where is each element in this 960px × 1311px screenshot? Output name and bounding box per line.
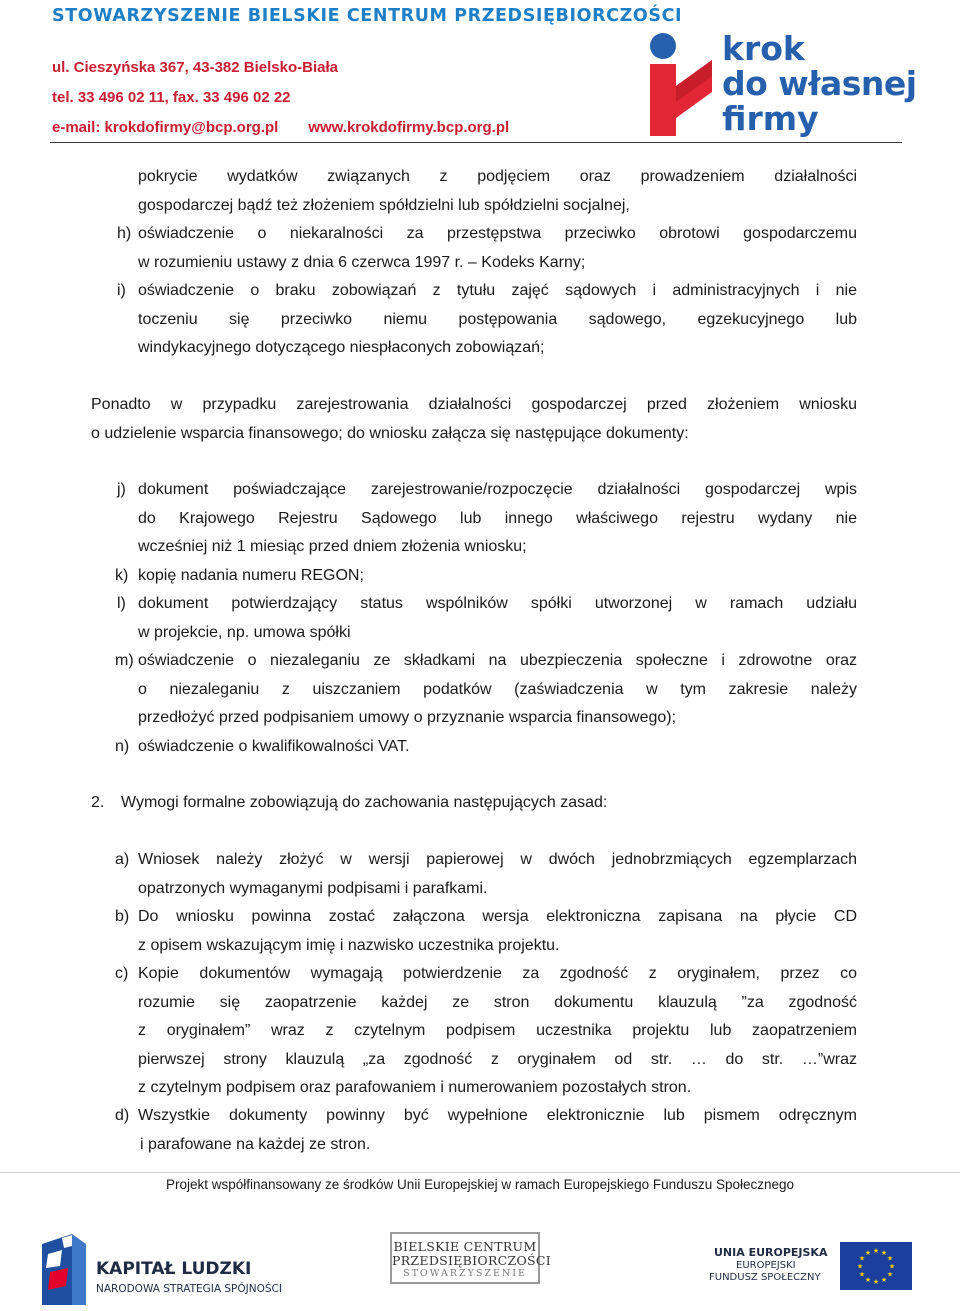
rule-c-line-3: z oryginałem” wraz z czytelnym podpisem uczestnika projektu lub zaopatrzeniem — [138, 1022, 857, 1039]
eu-logo — [706, 1240, 946, 1290]
item-h-line-1: oświadczenie o niekaralności za przestępstwa przeciwko obrotowi gospodarczemu — [138, 225, 857, 242]
item-l-line-2: w projekcie, np. umowa spółki — [138, 624, 351, 641]
rule-a-line-2: opatrzonych wymaganymi podpisami i parafkami. — [138, 880, 488, 897]
rule-b-line-2: z opisem wskazującym imię i nazwisko uczestnika projektu. — [138, 937, 560, 954]
svg-text:★: ★ — [886, 1254, 894, 1263]
eu-flag-icon — [840, 1242, 912, 1290]
rule-b-line-1: Do wniosku powinna zostać załączona wersja elektroniczna zapisana na płycie CD — [138, 908, 857, 925]
intro-line-2: o udzielenie wsparcia finansowego; do wniosku załącza się następujące dokumenty: — [91, 425, 689, 442]
item-h-marker: h) — [117, 225, 132, 242]
item-l-line-1: dokument potwierdzający status wspólników spółki utworzonej w ramach udziału — [138, 595, 857, 612]
kapital-ludzki-subtitle: NARODOWA STRATEGIA SPÓJNOŚCI — [96, 1283, 282, 1295]
contact-line — [52, 119, 509, 136]
kapital-ludzki-logo — [38, 1232, 282, 1307]
address: ul. Cieszyńska 367, 43-382 Bielsko-Biała — [52, 59, 338, 76]
rule-c-line-1: Kopie dokumentów wymagają potwierdzenie za zgodność z oryginałem, przez co — [138, 965, 857, 982]
rule-a-line-1: Wniosek należy złożyć w wersji papierowej w dwóch jednobrzmiących egzemplarzach — [138, 851, 857, 868]
person-i-logo-icon — [646, 26, 718, 138]
item-n-line-1: oświadczenie o kwalifikowalności VAT. — [138, 738, 410, 755]
letterhead — [0, 0, 960, 148]
item-i-line-1: oświadczenie o braku zobowiązań z tytułu zajęć sądowych i administracyjnych i nie — [138, 282, 857, 299]
bcp-logo-line-2: PRZEDSIĘBIORCZOŚCI — [392, 1253, 552, 1268]
header-divider — [50, 142, 902, 143]
rule-d-line-2: i parafowane na każdej ze stron. — [140, 1136, 371, 1153]
rule-c-line-4: pierwszej strony klauzulą „za zgodność z oryginałem od str. … do str. …”wraz — [138, 1051, 857, 1068]
logo-text-krok: krok — [722, 29, 805, 68]
kapital-ludzki-title: KAPITAŁ LUDZKI — [96, 1259, 252, 1279]
svg-text:★: ★ — [880, 1249, 888, 1257]
svg-text:★: ★ — [858, 1270, 866, 1279]
logo-text-firmy: firmy — [722, 99, 819, 138]
item-j-marker: j) — [117, 481, 126, 498]
item-m-marker: m) — [115, 652, 134, 669]
website-link[interactable]: www.krokdofirmy.bcp.org.pl — [308, 119, 510, 136]
rule-c-line-2: rozumie się zaopatrzenie każdej ze stron dokumentu klauzulą ”za zgodność — [138, 994, 857, 1011]
item-k-marker: k) — [115, 567, 129, 584]
svg-text:★: ★ — [872, 1247, 880, 1255]
svg-text:★: ★ — [864, 1249, 872, 1257]
kapital-ludzki-emblem-icon — [38, 1232, 94, 1307]
section-2-marker: 2. — [91, 794, 105, 811]
svg-text:★: ★ — [858, 1254, 866, 1263]
bcp-logo-line-1: BIELSKIE CENTRUM — [393, 1239, 537, 1254]
item-i-line-2: toczeniu się przeciwko niemu postępowania sądowego, egzekucyjnego lub — [138, 311, 857, 328]
svg-text:★: ★ — [886, 1270, 894, 1279]
krok-logo — [646, 26, 917, 141]
section-2-title: Wymogi formalne zobowiązują do zachowania następujących zasad: — [121, 794, 608, 811]
svg-text:★: ★ — [856, 1262, 864, 1271]
cofinancing-note: Projekt współfinansowany ze środków Unii Europejskiej w ramach Europejskiego Funduszu Społecznego — [165, 1177, 795, 1192]
rule-c-line-5: z czytelnym podpisem oraz parafowaniem i numerowaniem pozostałych stron. — [138, 1079, 692, 1096]
organization-name: STOWARZYSZENIE BIELSKIE CENTRUM PRZEDSIĘBIORCZOŚCI — [52, 6, 683, 26]
rule-d-marker: d) — [115, 1107, 130, 1124]
footer-divider — [0, 1172, 960, 1173]
item-l-marker: l) — [117, 595, 126, 612]
eu-logo-line-3: FUNDUSZ SPOŁECZNY — [709, 1272, 821, 1283]
item-g-line-1: pokrycie wydatków związanych z podjęciem oraz prowadzeniem działalności — [138, 168, 857, 185]
svg-text:★: ★ — [864, 1276, 872, 1284]
bcp-logo-line-3: STOWARZYSZENIE — [403, 1268, 527, 1279]
item-k-line-1: kopię nadania numeru REGON; — [138, 567, 364, 584]
logo-text-do-wlasnej: do własnej — [722, 64, 917, 103]
bcp-logo — [390, 1232, 552, 1284]
email-link[interactable]: e-mail: krokdofirmy@bcp.org.pl — [52, 119, 279, 136]
svg-text:★: ★ — [888, 1262, 896, 1271]
eu-logo-line-2: EUROPEJSKI — [736, 1260, 796, 1271]
eu-logo-line-1: UNIA EUROPEJSKA — [714, 1246, 828, 1259]
intro-line-1: Ponadto w przypadku zarejestrowania działalności gospodarczej przed złożeniem wniosku — [91, 396, 857, 413]
item-j-line-2: do Krajowego Rejestru Sądowego lub innego właściwego rejestru wydany nie — [138, 510, 857, 527]
item-j-line-1: dokument poświadczające zarejestrowanie/rozpoczęcie działalności gospodarczej wpis — [138, 481, 857, 498]
item-n-marker: n) — [115, 738, 130, 755]
item-m-line-1: oświadczenie o niezaleganiu ze składkami na ubezpieczenia społeczne i zdrowotne oraz — [138, 652, 857, 669]
item-i-line-3: windykacyjnego dotyczącego niespłaconych zobowiązań; — [138, 339, 545, 356]
rule-a-marker: a) — [115, 851, 130, 868]
item-g-line-2: gospodarczej bądź też złożeniem spółdzielni lub spółdzielni socjalnej, — [138, 197, 630, 214]
rule-b-marker: b) — [115, 908, 130, 925]
item-h-line-2: w rozumieniu ustawy z dnia 6 czerwca 1997 r. – Kodeks Karny; — [138, 254, 586, 271]
svg-text:★: ★ — [872, 1278, 880, 1286]
item-m-line-2: o niezaleganiu z uiszczaniem podatków (zaświadczenia w tym zakresie należy — [138, 681, 857, 698]
rule-c-marker: c) — [115, 965, 129, 982]
item-i-marker: i) — [117, 282, 126, 299]
item-m-line-3: przedłożyć przed podpisaniem umowy o przyznanie wsparcia finansowego); — [138, 709, 677, 726]
item-j-line-3: wcześniej niż 1 miesiąc przed dniem złożenia wniosku; — [138, 538, 527, 555]
svg-text:★: ★ — [880, 1276, 888, 1284]
rule-d-line-1: Wszystkie dokumenty powinny być wypełnione elektronicznie lub pismem odręcznym — [138, 1107, 857, 1124]
phone-fax: tel. 33 496 02 11, fax. 33 496 02 22 — [52, 89, 291, 106]
